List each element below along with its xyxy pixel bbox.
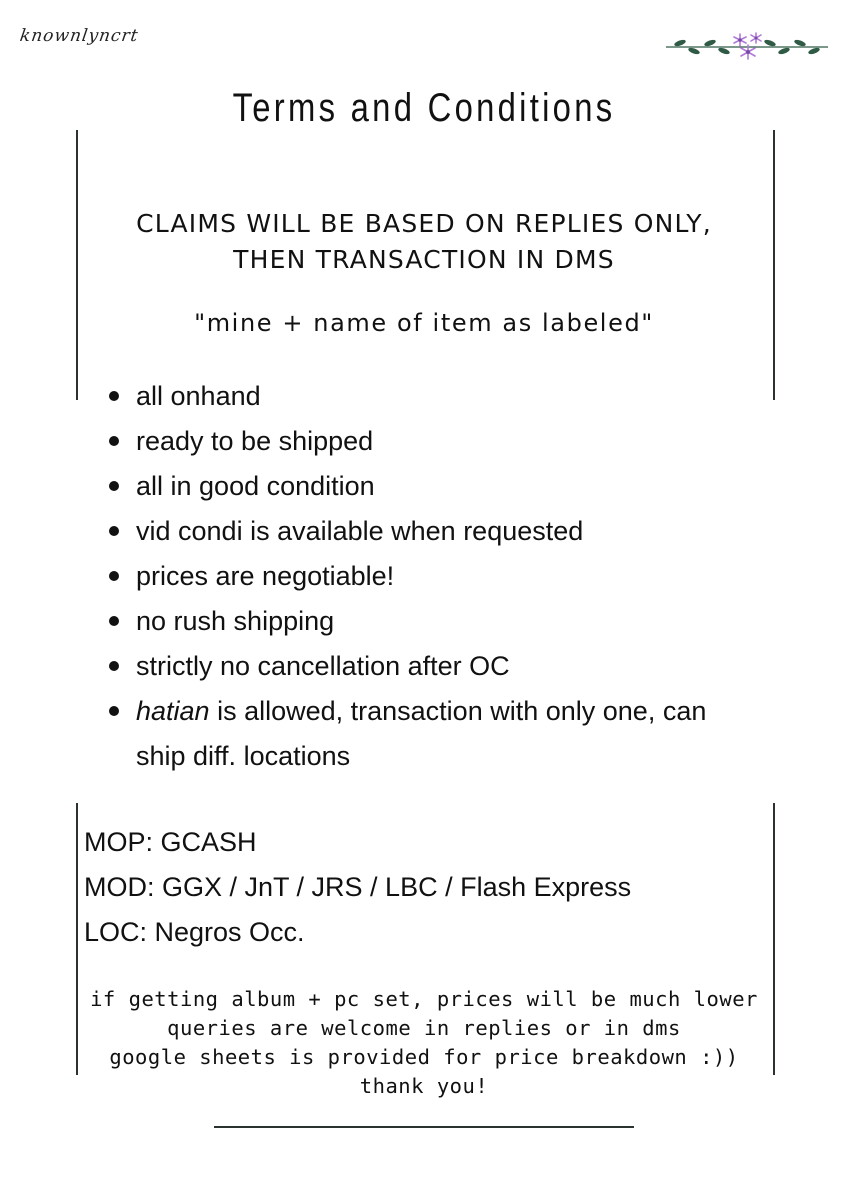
mode-of-payment: MOP: GCASH xyxy=(84,827,257,857)
list-item xyxy=(136,689,756,779)
claim-format: "mine + name of item as labeled" xyxy=(194,309,654,337)
note-line: if getting album + pc set, prices will be much lower xyxy=(90,987,758,1011)
terms-list xyxy=(136,374,756,779)
signature-logo: knownlyncrt xyxy=(18,26,140,46)
page-title: Terms and Conditions xyxy=(232,86,616,130)
list-item: ready to be shipped xyxy=(136,419,756,464)
note-line: google sheets is provided for price breakdown :)) xyxy=(109,1045,739,1069)
closing-notes xyxy=(0,985,848,1101)
claims-line-1: CLAIMS WILL BE BASED ON REPLIES ONLY, xyxy=(136,209,712,238)
list-item: vid condi is available when requested xyxy=(136,509,756,554)
claims-line-2: THEN TRANSACTION IN DMS xyxy=(233,245,615,274)
last-term-text: is allowed, transaction with only one, can xyxy=(209,696,707,726)
list-item: prices are negotiable! xyxy=(136,554,756,599)
list-item: all onhand xyxy=(136,374,756,419)
note-line: queries are welcome in replies or in dms xyxy=(167,1016,681,1040)
list-item: no rush shipping xyxy=(136,599,756,644)
bottom-rule xyxy=(214,1126,634,1128)
mode-of-delivery: MOD: GGX / JnT / JRS / LBC / Flash Express xyxy=(84,872,632,902)
list-item: all in good condition xyxy=(136,464,756,509)
location: LOC: Negros Occ. xyxy=(84,917,305,947)
claims-notice xyxy=(0,206,848,278)
list-item: strictly no cancellation after OC xyxy=(136,644,756,689)
floral-vine-ornament xyxy=(664,28,830,68)
last-term-line-2: ship diff. locations xyxy=(136,741,351,771)
note-line: thank you! xyxy=(359,1074,489,1098)
shipping-details xyxy=(84,820,631,955)
hatian-emphasis: hatian xyxy=(136,696,210,726)
